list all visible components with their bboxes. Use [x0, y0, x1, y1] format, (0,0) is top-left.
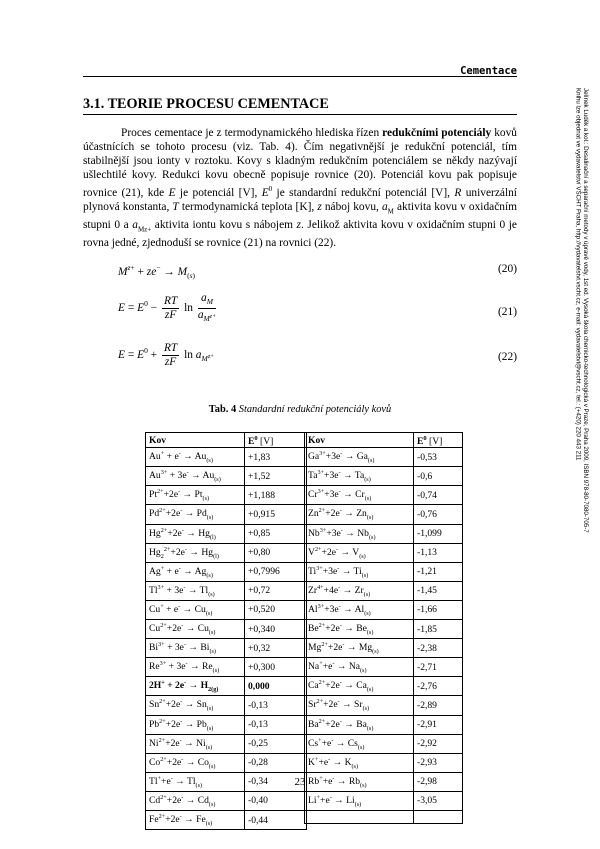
potential-cell: -0,44	[245, 810, 307, 829]
table-row	[305, 620, 463, 639]
potential-cell: -2,91	[414, 715, 463, 734]
reaction-cell: $Au^+ + e^- \to Au_{(s)}$	[146, 448, 245, 467]
equation-number: (21)	[498, 306, 517, 318]
bold-term: redukčními potenciály	[382, 127, 492, 139]
col-kov: Kov	[305, 433, 414, 448]
potential-cell: -1,099	[414, 524, 463, 543]
potential-cell: -0,13	[245, 715, 307, 734]
potential-cell: -0,40	[245, 791, 307, 810]
reaction-cell: $Sn^{2+}+2e^- \to Sn_{(s)}$	[146, 696, 245, 715]
reaction-cell: $Fe^{2+}+2e^- \to Fe_{(s)}$	[146, 810, 245, 829]
page-number: 23	[294, 776, 306, 788]
col-kov: Kov	[146, 433, 245, 448]
reaction-cell: $Cd^{2+}+2e^- \to Cd_{(s)}$	[146, 791, 245, 810]
potentials-table-left	[145, 432, 307, 830]
table-row	[146, 810, 307, 829]
table-row	[305, 448, 463, 467]
body-paragraph: Proces cementace je z termodynamického hlediska řízen redukčními potenciály kovů účastnících se tohoto procesu (viz. Tab. 4). Čím negativnější je redukční potenciál, tím stabilnější jsou ionty v roztoku. Kovy s kladným redukčním potenciálem se někdy nazývají ušlechtilé kovy. Redukci kovu obecně popisuje rovnice (20). Potenciál kovu pak popisuje rovnice (21), kde E je potenciál [V], $E^0$ je standardní redukční potenciál [V], R univerzální plynová konstanta, T termodynamická teplota [K], z náboj kovu, $a_M$ aktivita kovu v oxidačním stupni 0 a $a_{Mz+}$ aktivita iontu kovu s nábojem z. Jelikož aktivita kovu v oxidačním stupni 0 je rovna jedné, zjednoduší se rovnice (21) na rovnici (22).	[83, 127, 517, 249]
table-row	[146, 658, 307, 677]
table-row	[146, 448, 307, 467]
table-row	[146, 543, 307, 562]
equation-number: (22)	[498, 351, 517, 363]
running-title: Cementace	[460, 65, 517, 77]
potential-cell: -2,76	[414, 677, 463, 696]
table-row	[146, 715, 307, 734]
table-row	[146, 467, 307, 486]
table-row	[305, 734, 463, 753]
potential-cell: -2,92	[414, 734, 463, 753]
table-row	[305, 505, 463, 524]
reaction-cell: $Ag^+ + e^- \to Ag_{(s)}$	[146, 562, 245, 581]
table-row	[305, 467, 463, 486]
table-row	[146, 505, 307, 524]
potential-cell: +1,52	[245, 467, 307, 486]
table-row	[146, 791, 307, 810]
potential-cell: -0,13	[245, 696, 307, 715]
potential-cell: +0,340	[245, 620, 307, 639]
potential-cell: -0,53	[414, 448, 463, 467]
potential-cell: +0,915	[245, 505, 307, 524]
reaction-cell: $Au^{3+} + 3e^- \to Au_{(s)}$	[146, 467, 245, 486]
potential-cell: -1,21	[414, 562, 463, 581]
table-header-row	[146, 433, 307, 448]
equation-number: (20)	[498, 263, 517, 275]
table-row	[305, 562, 463, 581]
table-row	[305, 810, 463, 823]
table-row	[305, 524, 463, 543]
reaction-cell: $2H^+ + 2e^- \to H_{2(g)}$	[146, 677, 245, 696]
table-row	[305, 600, 463, 619]
table-row	[146, 677, 307, 696]
reaction-cell: $Pb^{2+}+2e^- \to Pb_{(s)}$	[146, 715, 245, 734]
table-row	[146, 639, 307, 658]
reaction-cell: $Bi^{3+} + 3e^- \to Bi_{(s)}$	[146, 639, 245, 658]
potential-cell: -2,89	[414, 696, 463, 715]
potential-cell	[414, 810, 463, 823]
table-row	[146, 600, 307, 619]
reaction-cell: $Cu^+ + e^- \to Cu_{(s)}$	[146, 600, 245, 619]
potential-cell: -1,66	[414, 600, 463, 619]
reaction-cell: $Al^{3+}+3e^- \to Al_{(s)}$	[305, 600, 414, 619]
reaction-cell: $Ti^{3+}+3e^- \to Ti_{(s)}$	[305, 562, 414, 581]
table-row	[305, 696, 463, 715]
reaction-cell: $Re^{3+} + 3e^- \to Re_{(s)}$	[146, 658, 245, 677]
table-row	[305, 543, 463, 562]
table-row	[146, 486, 307, 505]
reaction-cell: $Pd^{2+}+2e^- \to Pd_{(s)}$	[146, 505, 245, 524]
reaction-cell: $Zn^{2+}+2e^- \to Zn_{(s)}$	[305, 505, 414, 524]
reaction-cell: $K^++e^- \to K_{(s)}$	[305, 753, 414, 772]
table-row	[146, 696, 307, 715]
reaction-cell: $Li^++e^- \to Li_{(s)}$	[305, 791, 414, 810]
reaction-cell: $Ni^{2+}+2e^- \to Ni_{(s)}$	[146, 734, 245, 753]
reaction-cell: $Ga^{3+}+3e^- \to Ga_{(s)}$	[305, 448, 414, 467]
col-e: $E^0$ [V]	[414, 433, 463, 448]
potential-cell: -1,85	[414, 620, 463, 639]
reaction-cell: $Sr^{2+}+2e^- \to Sr_{(s)}$	[305, 696, 414, 715]
potential-cell: +0,520	[245, 600, 307, 619]
table-header-row	[305, 433, 463, 448]
potential-cell: -2,71	[414, 658, 463, 677]
potential-cell: +0,7996	[245, 562, 307, 581]
table-row	[305, 486, 463, 505]
table-row	[305, 753, 463, 772]
potentials-table-right	[304, 432, 463, 824]
side-note	[575, 88, 589, 533]
potential-cell: +0,300	[245, 658, 307, 677]
table-row	[146, 620, 307, 639]
reaction-cell: $Cu^{2+}+2e^- \to Cu_{(s)}$	[146, 620, 245, 639]
potential-cell: -0,28	[245, 753, 307, 772]
potential-cell: +1,188	[245, 486, 307, 505]
reaction-cell: $Ca^{2+}+2e^- \to Ca_{(s)}$	[305, 677, 414, 696]
potential-cell: -0,76	[414, 505, 463, 524]
section-heading: 3.1. TEORIE PROCESU CEMENTACE	[83, 96, 517, 115]
reaction-cell: $Ba^{2+}+2e^- \to Ba_{(s)}$	[305, 715, 414, 734]
running-header	[83, 62, 517, 77]
potential-cell: +0,72	[245, 581, 307, 600]
side-note-line-2: Knihu lze objednat ve vydavatelství VŠCHT Praha, http://vydavatelstvi.vscht.cz, e-mail: vydavatelstvi@vscht.cz, tel.: (+420) 220 443 211	[574, 88, 582, 461]
table-row	[305, 639, 463, 658]
reaction-cell: $Ta^{3+}+3e^- \to Ta_{(s)}$	[305, 467, 414, 486]
potential-cell: 0,000	[245, 677, 307, 696]
table-row	[146, 734, 307, 753]
potential-cell: -2,38	[414, 639, 463, 658]
reaction-cell: $V^{2+}+2e^- \to V_{(s)}$	[305, 543, 414, 562]
reaction-cell: $Tl^++e^- \to Tl_{(s)}$	[146, 772, 245, 791]
table-row	[146, 753, 307, 772]
equation-20: $M^{z+} + ze^- \to M_{(s)}$ (20)	[118, 263, 517, 280]
table-row	[146, 581, 307, 600]
potential-cell: -0,6	[414, 467, 463, 486]
potential-cell: -1,13	[414, 543, 463, 562]
reaction-cell: $Hg^{2+}+2e^- \to Hg_{(l)}$	[146, 524, 245, 543]
table-row	[305, 581, 463, 600]
reaction-cell: $Mg^{2+}+2e^- \to Mg_{(s)}$	[305, 639, 414, 658]
reaction-cell: $Pt^{2+}+2e^- \to Pt_{(s)}$	[146, 486, 245, 505]
table-row	[305, 677, 463, 696]
reaction-cell: $Zr^{4+}+4e^- \to Zr_{(s)}$	[305, 581, 414, 600]
potential-cell: +1,83	[245, 448, 307, 467]
equation-22: $E = E^0$ + $\frac{RT}{zF}$ $\ln a_{M^{z+}}$ (22)	[118, 342, 517, 368]
potential-cell: -2,98	[414, 772, 463, 791]
potential-cell: +0,85	[245, 524, 307, 543]
potential-cell: +0,80	[245, 543, 307, 562]
reaction-cell	[305, 810, 414, 823]
reaction-cell: $Na^++e^- \to Na_{(s)}$	[305, 658, 414, 677]
reaction-cell: $Be^{2+}+2e^- \to Be_{(s)}$	[305, 620, 414, 639]
table-row	[146, 524, 307, 543]
table-row	[305, 791, 463, 810]
reaction-cell: $Cs^++e^- \to Cs_{(s)}$	[305, 734, 414, 753]
potential-cell: -0,25	[245, 734, 307, 753]
side-note-line-1: Jelínek Luděk a kol.: Desalinační a separační metody v úpravě vody, 1st ed. Vysoká škola chemicko-technologická v Praze, Praha 2009, ISBN 978-80-7080-705-7	[582, 88, 589, 533]
reaction-cell: $Cr^{3+}+3e^- \to Cr_{(s)}$	[305, 486, 414, 505]
table-row	[305, 658, 463, 677]
potential-cell: -3,05	[414, 791, 463, 810]
reaction-cell: $Tl^{3+} + 3e^- \to Tl_{(s)}$	[146, 581, 245, 600]
equation-21: $E = E^0$ − $\frac{RT}{zF}$ ln $\frac{a_M}{a_{M^{z+}}}$ (21)	[118, 292, 517, 323]
potential-cell: -1,45	[414, 581, 463, 600]
reaction-cell: $Co^{2+}+2e^- \to Co_{(s)}$	[146, 753, 245, 772]
reaction-cell: $Nb^{3+}+3e^- \to Nb_{(s)}$	[305, 524, 414, 543]
reaction-cell: $Rb^++e^- \to Rb_{(s)}$	[305, 772, 414, 791]
potential-cell: -0,74	[414, 486, 463, 505]
potential-cell: -0,34	[245, 772, 307, 791]
col-e: $E^0$ [V]	[245, 433, 307, 448]
table-caption: Tab. 4 Standardní redukční potenciály kovů	[208, 404, 392, 415]
reaction-cell: $Hg_2^{2+}+2e^- \to Hg_{(l)}$	[146, 543, 245, 562]
potential-cell: +0,32	[245, 639, 307, 658]
potential-cell: -2,93	[414, 753, 463, 772]
table-row	[146, 562, 307, 581]
table-row	[305, 715, 463, 734]
